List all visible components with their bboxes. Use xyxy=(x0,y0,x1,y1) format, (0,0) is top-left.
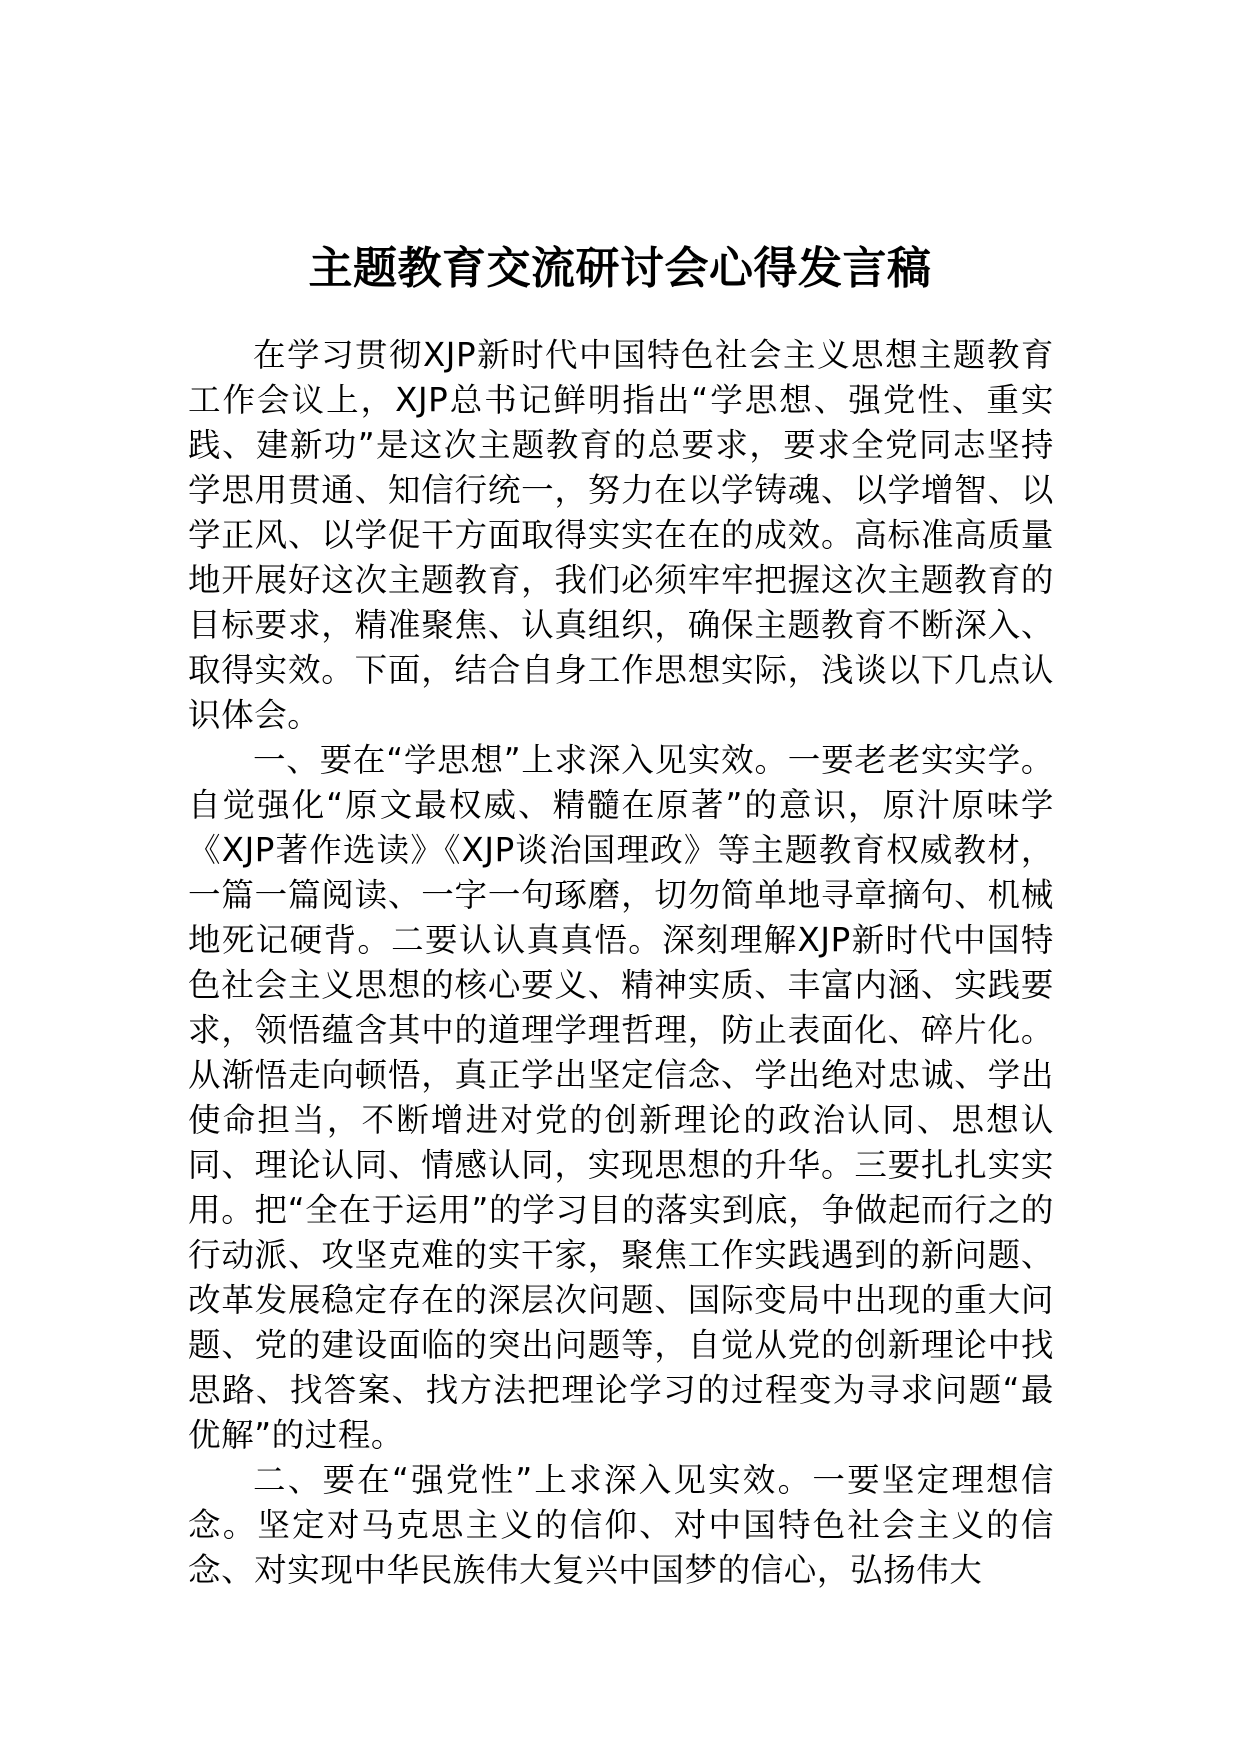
paragraph-section-one: 一、要在“学思想”上求深入见实效。一要老老实实学。自觉强化“原文最权威、精髓在原著”的意识，原汁原味学《XJP著作选读》《XJP谈治国理政》等主题教育权威教材，一篇一篇阅读、一字一句琢磨，切勿简单地寻章摘句、机械地死记硬背。二要认认真真悟。深刻理解XJP新时代中国特色社会主义思想的核心要义、精神实质、丰富内涵、实践要求，领悟蕴含其中的道理学理哲理，防止表面化、碎片化。从渐悟走向顿悟，真正学出坚定信念、学出绝对忠诚、学出使命担当，不断增进对党的创新理论的政治认同、思想认同、理论认同、情感认同，实现思想的升华。三要扎扎实实用。把“全在于运用”的学习目的落实到底，争做起而行之的行动派、攻坚克难的实干家，聚焦工作实践遇到的新问题、改革发展稳定存在的深层次问题、国际变局中出现的重大问题、党的建设面临的突出问题等，自觉从党的创新理论中找思路、找答案、找方法把理论学习的过程变为寻求问题“最优解”的过程。 xyxy=(188,741,1054,1454)
document-title: 主题教育交流研讨会心得发言稿 xyxy=(308,243,932,295)
document-body xyxy=(188,333,1054,1593)
paragraph-intro: 在学习贯彻XJP新时代中国特色社会主义思想主题教育工作会议上，XJP总书记鲜明指出“学思想、强党性、重实践、建新功”是这次主题教育的总要求，要求全党同志坚持学思用贯通、知信行统一，努力在以学铸魂、以学增智、以学正风、以学促干方面取得实实在在的成效。高标准高质量地开展好这次主题教育，我们必须牢牢把握这次主题教育的目标要求，精准聚焦、认真组织，确保主题教育不断深入、取得实效。下面，结合自身工作思想实际，浅谈以下几点认识体会。 xyxy=(188,336,1054,734)
paragraph-section-two: 二、要在“强党性”上求深入见实效。一要坚定理想信念。坚定对马克思主义的信仰、对中国特色社会主义的信念、对实现中华民族伟大复兴中国梦的信心，弘扬伟大 xyxy=(188,1461,1054,1589)
